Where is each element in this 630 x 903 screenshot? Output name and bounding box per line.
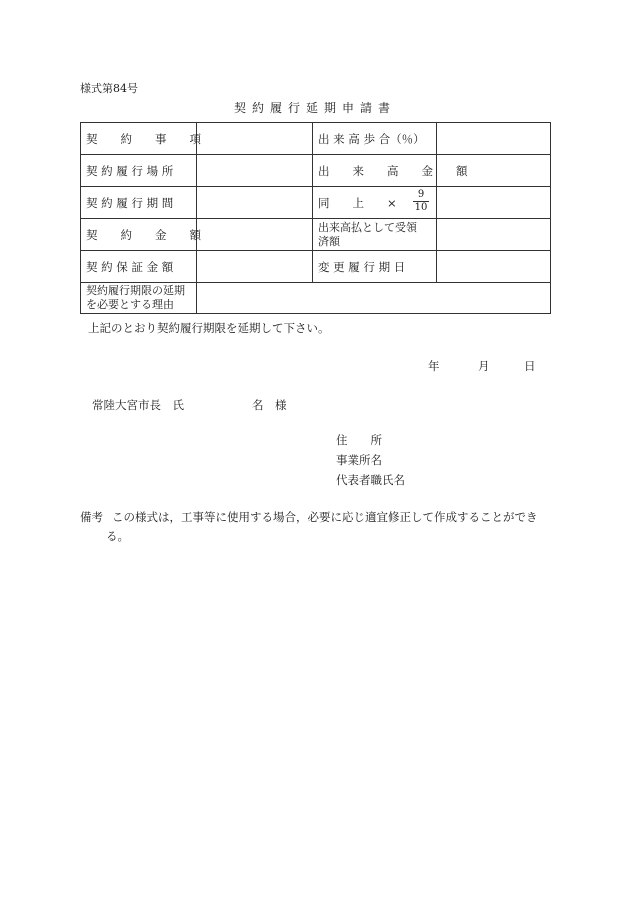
application-table — [80, 122, 551, 314]
label-performance-place: 契 約 履 行 場 所 — [81, 155, 197, 187]
field-guarantee-amount[interactable] — [197, 251, 313, 283]
label-progress-rate: 出 来 高 歩 合（％） — [313, 123, 437, 155]
field-received-payment[interactable] — [437, 219, 551, 251]
date-day: 日 — [524, 359, 536, 373]
table-row — [81, 187, 551, 219]
table-row — [81, 219, 551, 251]
label-contract-item: 契 約 事 項 — [81, 123, 197, 155]
remarks-line2: る。 — [106, 529, 129, 543]
label-contract-amount: 契 約 金 額 — [81, 219, 197, 251]
table-row — [81, 123, 551, 155]
field-contract-amount[interactable] — [197, 219, 313, 251]
fraction — [413, 189, 429, 214]
field-changed-deadline[interactable] — [437, 251, 551, 283]
label-performance-period: 契 約 履 行 期 間 — [81, 187, 197, 219]
field-same-times-fraction[interactable] — [437, 187, 551, 219]
document-title: 契約履行延期申請書 — [233, 101, 396, 115]
label-guarantee-amount: 契 約 保 証 金 額 — [81, 251, 197, 283]
label-received-payment: 出来高払として受領 済額 — [313, 219, 437, 251]
label-extension-reason: 契約履行期限の延期 を必要とする理由 — [81, 283, 197, 314]
field-performance-period[interactable] — [197, 187, 313, 219]
remarks-head: 備考 — [80, 510, 103, 524]
field-contract-item[interactable] — [197, 123, 313, 155]
table-row — [81, 283, 551, 314]
applicant-address-label: 住 所 — [336, 433, 382, 447]
field-progress-rate[interactable] — [437, 123, 551, 155]
fraction-numerator: 9 — [413, 189, 429, 202]
request-text: 上記のとおり契約履行期限を延期して下さい。 — [88, 321, 330, 335]
addressee-sama: 名 様 — [252, 398, 287, 412]
form-number: 様式第84号 — [80, 82, 138, 95]
addressee-name: 常陸大宮市長 氏 — [92, 398, 184, 412]
date-year: 年 — [428, 359, 440, 373]
date-month: 月 — [478, 359, 490, 373]
label-progress-amount: 出 来 高 金 額 — [313, 155, 437, 187]
remarks-line1: この様式は，工事等に使用する場合，必要に応じ適宜修正して作成することができ — [112, 510, 538, 524]
table-row — [81, 251, 551, 283]
table-row — [81, 155, 551, 187]
field-performance-place[interactable] — [197, 155, 313, 187]
field-extension-reason[interactable] — [197, 283, 551, 314]
label-same-times-fraction: 同 上 × $\frac{9}{10}$ — [313, 187, 437, 219]
applicant-representative-label: 代表者職氏名 — [336, 473, 405, 487]
fraction-denominator: 10 — [414, 202, 428, 213]
applicant-business-name-label: 事業所名 — [336, 453, 382, 467]
label-changed-deadline: 変 更 履 行 期 日 — [313, 251, 437, 283]
